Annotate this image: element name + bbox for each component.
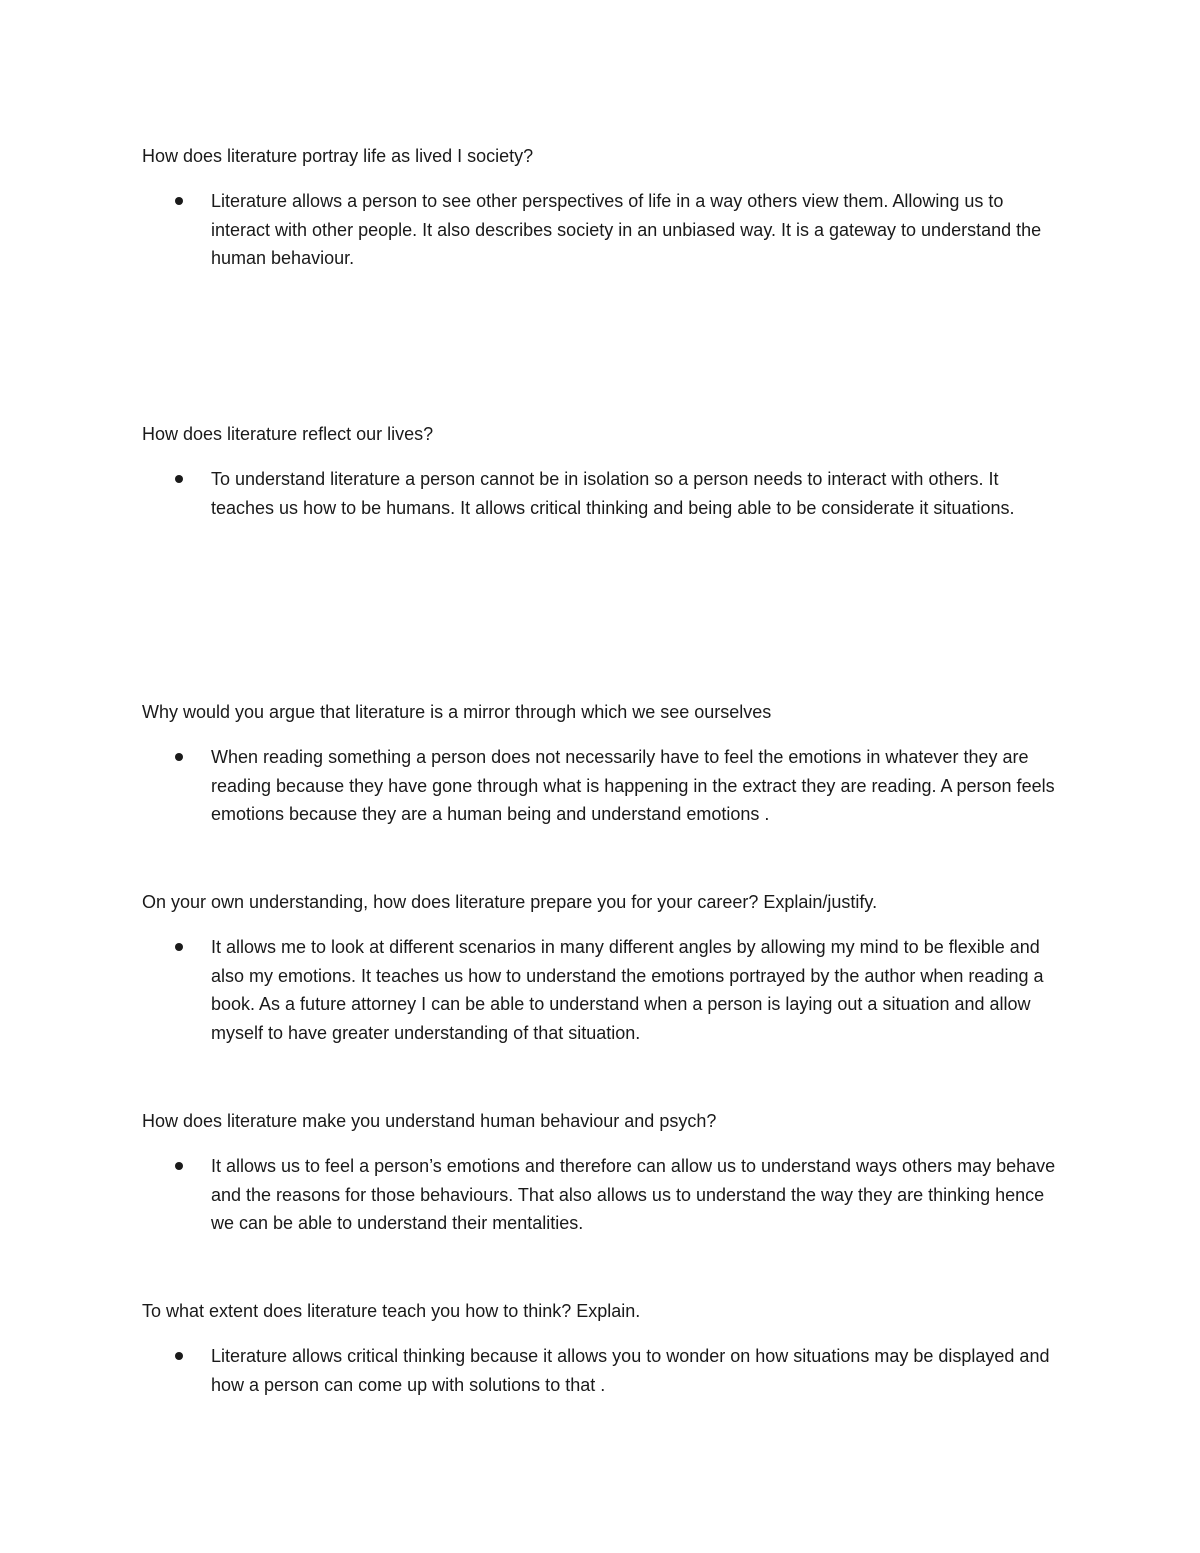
qa-section-4	[142, 888, 1062, 1047]
qa-section-5	[142, 1107, 1062, 1238]
answer-list-item	[142, 743, 1062, 829]
bullet-icon	[175, 1352, 183, 1360]
answer-text: It allows me to look at different scenarios in many different angles by allowing my mind to be flexible and also my emotions. It teaches us how to understand the emotions portrayed by the author when reading a book. As a future attorney I can be able to understand when a person is laying out a situation and allow myself to have greater understanding of that situation.	[211, 937, 1044, 1043]
bullet-icon	[175, 943, 183, 951]
question-heading: How does literature make you understand human behaviour and psych?	[142, 1111, 717, 1131]
answer-list-item	[142, 465, 1062, 522]
question-heading: How does literature reflect our lives?	[142, 424, 434, 444]
answer-list-item	[142, 1152, 1062, 1238]
qa-section-2	[142, 420, 1062, 522]
bullet-icon	[175, 1162, 183, 1170]
answer-list-item	[142, 187, 1062, 273]
bullet-icon	[175, 753, 183, 761]
bullet-icon	[175, 475, 183, 483]
answer-list-item	[142, 933, 1062, 1047]
answer-text: Literature allows critical thinking because it allows you to wonder on how situations may be displayed and how a person can come up with solutions to that .	[211, 1346, 1050, 1395]
answer-list-item	[142, 1342, 1062, 1399]
question-heading: To what extent does literature teach you how to think? Explain.	[142, 1301, 641, 1321]
qa-section-3	[142, 698, 1062, 829]
question-heading: How does literature portray life as lived I society?	[142, 146, 534, 166]
qa-section-6	[142, 1297, 1062, 1399]
bullet-icon	[175, 197, 183, 205]
answer-text: When reading something a person does not necessarily have to feel the emotions in whatever they are reading because they have gone through what is happening in the extract they are reading. A person feels emotions because they are a human being and understand emotions .	[211, 747, 1055, 825]
answer-text: Literature allows a person to see other perspectives of life in a way others view them. Allowing us to interact with other people. It also describes society in an unbiased way. It is a gateway to understand the human behaviour.	[211, 191, 1042, 269]
answer-text: It allows us to feel a person’s emotions and therefore can allow us to understand ways others may behave and the reasons for those behaviours. That also allows us to understand the way they are thinking hence we can be able to understand their mentalities.	[211, 1156, 1056, 1234]
qa-section-1	[142, 142, 1062, 273]
answer-text: To understand literature a person cannot be in isolation so a person needs to interact with others. It teaches us how to be humans. It allows critical thinking and being able to be considerate it situations.	[211, 469, 1015, 518]
question-heading: Why would you argue that literature is a mirror through which we see ourselves	[142, 702, 772, 722]
question-heading: On your own understanding, how does literature prepare you for your career? Explain/justify.	[142, 892, 878, 912]
